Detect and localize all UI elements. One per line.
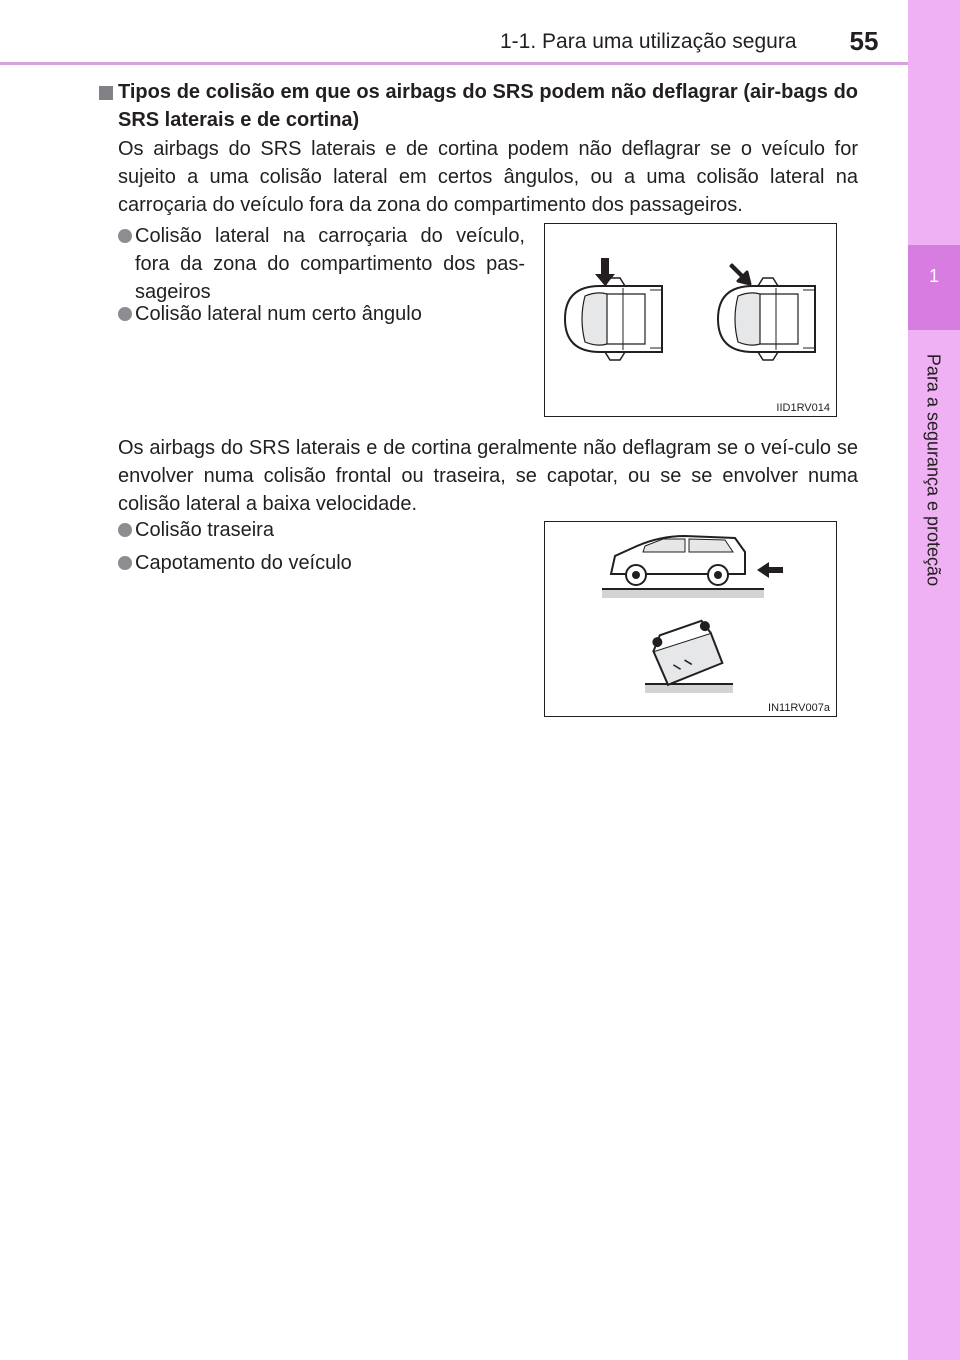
car-top-view-icon [565,278,662,360]
list-item-text: Capotamento do veículo [135,552,352,574]
overturned-car-icon [649,618,724,686]
chapter-title: Para a segurança e proteção [923,353,944,587]
figure-code: IID1RV014 [776,402,830,414]
suv-side-view-icon [611,536,745,585]
bullet-dot-icon [118,229,132,243]
arrow-diagonal-icon [731,265,750,284]
paragraph: Os airbags do SRS laterais e de cortina geralmente não deflagram se o veí-culo se envolver numa colisão frontal ou traseira, se capotar, ou se se envolver numa colisão lateral a baixa velocidade. [118,437,858,515]
side-collision-illustration [545,224,836,416]
figure-rear-rollover [544,521,837,717]
chapter-tab[interactable] [908,245,960,330]
side-tab [908,0,960,1360]
list-item-text: Colisão lateral na carroçaria do veículo, fora da zona do compartimento dos pas-sageiros [135,225,525,303]
arrow-left-icon [757,562,783,578]
list-item-text: Colisão traseira [135,519,274,541]
bullet-dot-icon [118,556,132,570]
list-item-text: Colisão lateral num certo ângulo [135,303,422,325]
section-title: 1-1. Para uma utilização segura [500,30,797,53]
figure-code: IN11RV007a [768,702,830,714]
ground-shade [645,684,733,693]
bullet-dot-icon [118,307,132,321]
intro-paragraph: Os airbags do SRS laterais e de cortina podem não deflagrar se o veículo for sujeito a uma colisão lateral em certos ângulos, ou a uma colisão lateral na carroçaria do veículo fora da zona do compartimento dos passageiros. [118,138,858,216]
chapter-number: 1 [928,266,939,286]
section-heading: Tipos de colisão em que os airbags do SRS podem não deflagrar (air-bags do SRS laterais e de cortina) [118,81,858,131]
bullet-dot-icon [118,523,132,537]
car-top-view-icon [718,278,815,360]
page-number: 55 [849,26,879,56]
heading-square-icon [99,86,113,100]
rear-rollover-illustration [545,522,836,716]
figure-side-collision [544,223,837,417]
ground-shade [602,589,764,598]
arrow-down-icon [595,258,615,286]
header-divider [0,62,908,65]
